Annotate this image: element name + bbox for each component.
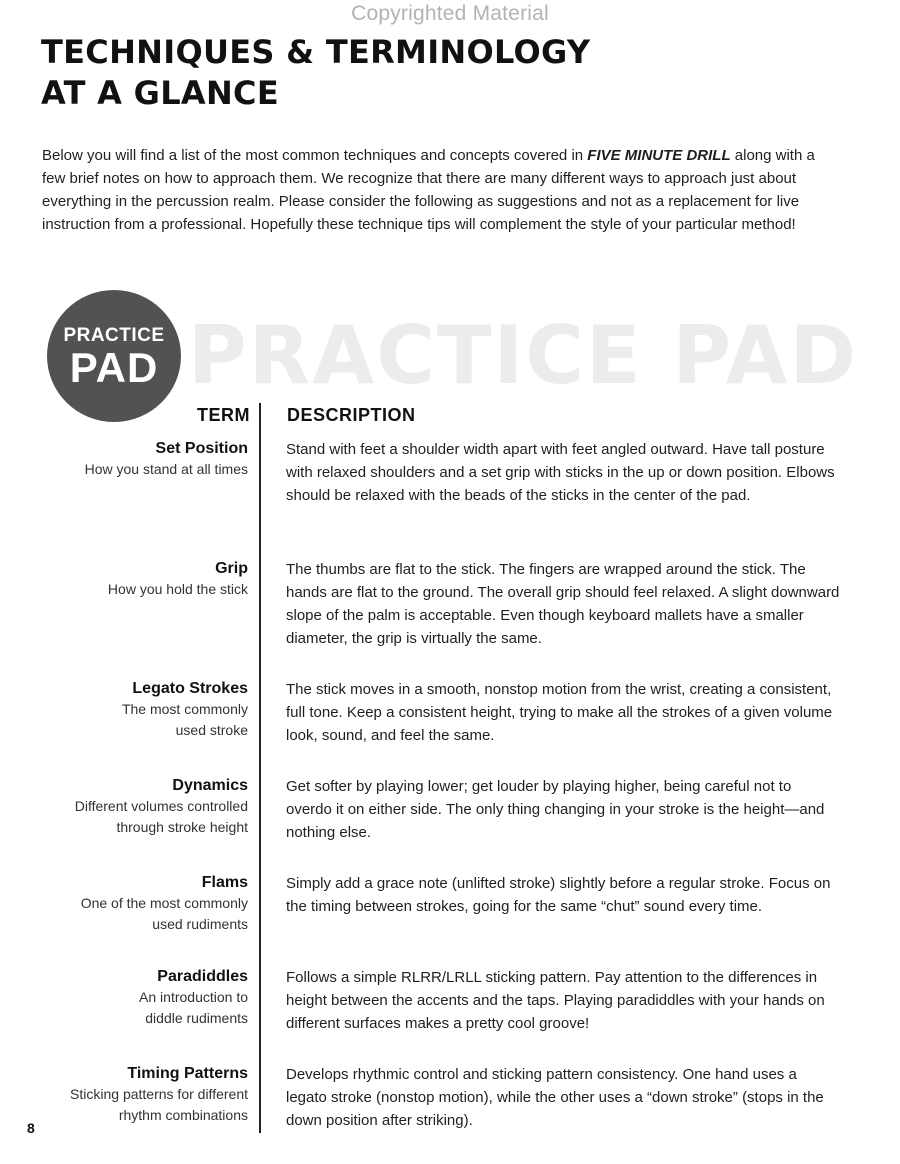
term-name: Grip <box>215 560 248 577</box>
term-cell <box>38 966 248 1029</box>
page-number: 8 <box>27 1120 35 1136</box>
term-column-header: TERM <box>197 405 250 425</box>
copyright-watermark: Copyrighted Material <box>351 2 549 25</box>
term-description: Get softer by playing lower; get louder by playing higher, being careful not to overdo it on either side. The only thing changing in your stroke is the height—and nothing else. <box>286 778 825 841</box>
page-title-line-1: TECHNIQUES & TERMINOLOGY <box>41 33 591 71</box>
term-subtitle: through stroke height <box>116 819 248 835</box>
term-subtitle: Sticking patterns for different <box>70 1086 248 1102</box>
term-cell <box>38 1063 248 1126</box>
term-name: Paradiddles <box>157 968 248 985</box>
term-description: Develops rhythmic control and sticking pattern consistency. One hand uses a legato stroke (nonstop motion), while the other uses a “down stroke” (stops in the down position after striking). <box>286 1066 824 1129</box>
term-subtitle: used rudiments <box>152 916 248 932</box>
term-cell <box>38 872 248 935</box>
badge-line-1: PRACTICE <box>63 325 165 346</box>
intro-book-title: FIVE MINUTE DRILL <box>587 147 731 164</box>
term-cell <box>38 678 248 741</box>
description-column-header: DESCRIPTION <box>287 405 416 425</box>
page-title <box>41 32 590 114</box>
term-name: Legato Strokes <box>132 680 248 697</box>
term-subtitle: diddle rudiments <box>145 1010 248 1026</box>
intro-text-before: Below you will find a list of the most common techniques and concepts covered in <box>42 147 588 164</box>
term-name: Flams <box>201 874 248 891</box>
term-cell <box>38 775 248 838</box>
practice-pad-badge <box>47 290 181 422</box>
term-description: The thumbs are flat to the stick. The fingers are wrapped around the stick. The hands are flat to the ground. The overall grip should feel relaxed. A slight downward slope of the palm is acceptable. Even though keyboard mallets have a smaller diameter, the grip is virtually the same. <box>286 561 840 647</box>
term-subtitle: used stroke <box>175 722 248 738</box>
term-description: Simply add a grace note (unlifted stroke) slightly before a regular stroke. Focus on the timing between strokes, going for the same “chut” sound every time. <box>286 875 831 915</box>
term-description: Stand with feet a shoulder width apart with feet angled outward. Have tall posture with relaxed shoulders and a set grip with sticks in the up or down position. Elbows should be relaxed with the beads of the sticks in the center of the pad. <box>286 441 835 504</box>
term-name: Dynamics <box>172 777 248 794</box>
section-heading-background: PRACTICE PAD <box>188 309 859 402</box>
term-subtitle: How you stand at all times <box>84 461 248 477</box>
column-divider <box>259 403 261 1133</box>
term-description: Follows a simple RLRR/LRLL sticking pattern. Pay attention to the differences in height between the accents and the taps. Playing paradiddles with your hands on different surfaces makes a pretty cool groove! <box>286 969 825 1032</box>
intro-paragraph <box>42 144 832 236</box>
term-subtitle: Different volumes controlled <box>74 798 248 814</box>
term-subtitle: One of the most commonly <box>80 895 248 911</box>
term-cell <box>38 558 248 600</box>
term-subtitle: rhythm combinations <box>118 1107 248 1123</box>
term-subtitle: An introduction to <box>139 989 248 1005</box>
badge-line-2: PAD <box>69 344 159 391</box>
term-subtitle: The most commonly <box>121 701 248 717</box>
term-cell <box>38 438 248 480</box>
term-description: The stick moves in a smooth, nonstop motion from the wrist, creating a consistent, full tone. Keep a consistent height, trying to make all the strokes of a given volume look, sound, and feel the same. <box>286 681 833 744</box>
page-title-line-2: AT A GLANCE <box>41 74 280 112</box>
intro-text-after: along with a few brief notes on how to approach them. We recognize that there are many different ways to approach just about everything in the percussion realm. Please consider the following as suggestions and not as a replacement for live instruction from a professional. Hopefully these technique tips will complement the style of your particular method! <box>42 147 815 233</box>
term-name: Set Position <box>155 440 248 457</box>
term-subtitle: How you hold the stick <box>107 581 248 597</box>
term-name: Timing Patterns <box>127 1065 248 1082</box>
